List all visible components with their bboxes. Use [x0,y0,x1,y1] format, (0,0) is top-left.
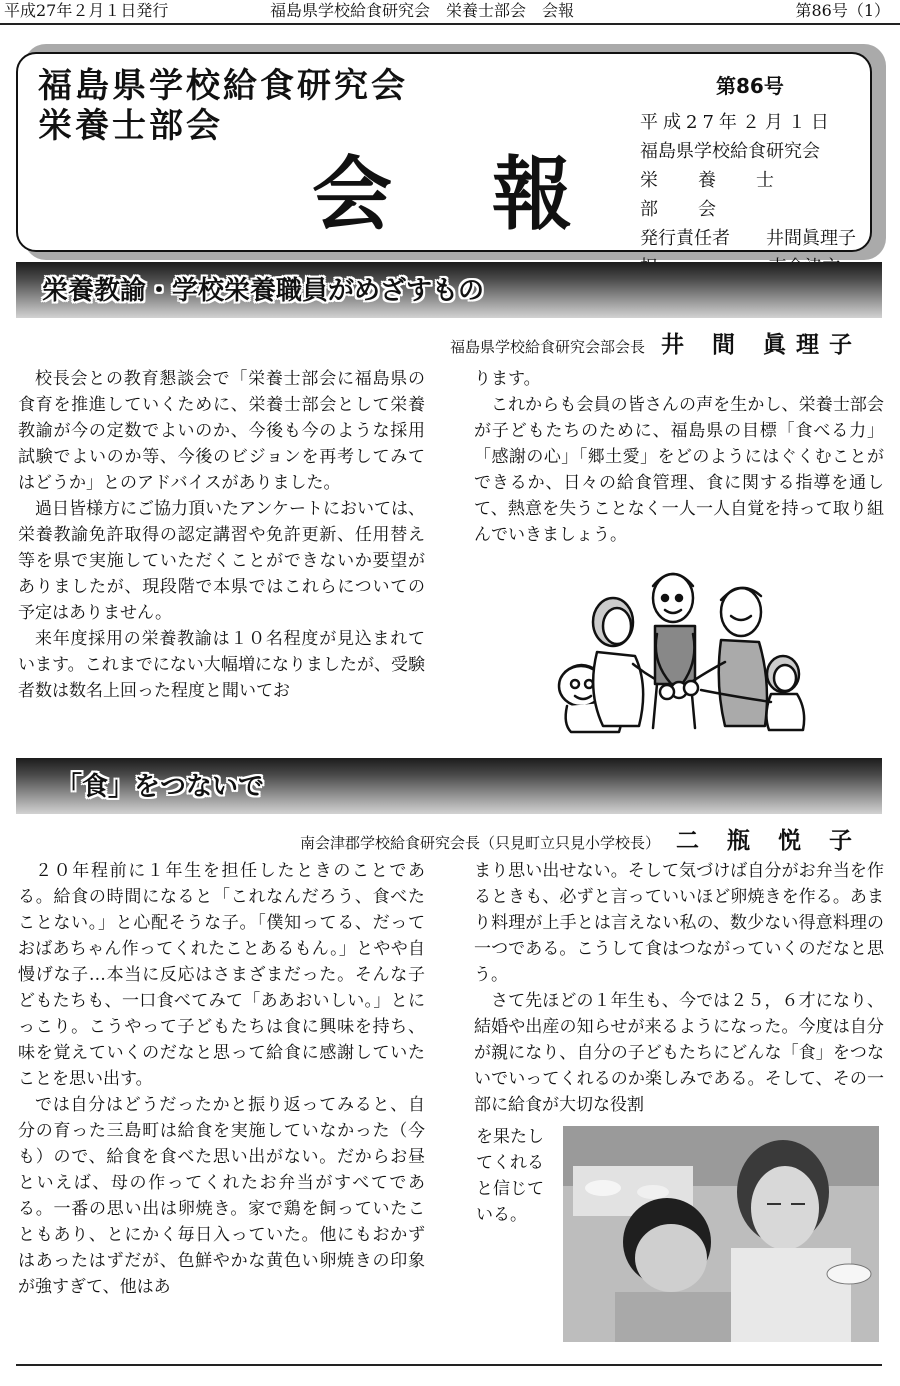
issue-number: 第86号 [716,74,784,98]
publication-header: 福島県学校給食研究会 栄養士部会 会報 [270,1,575,20]
footer-rule [16,1364,882,1366]
paragraph: ります。 [474,369,541,389]
photo-side-text: を果たし てくれる と信じて いる。 [476,1127,544,1225]
paragraph: ２０年程前に１年生を担任したときのことである。給食の時間になると「これなんだろう、食べたことない。」と心配そうな子。「僕知ってる、だっておばあちゃん作ってくれたことあるもん。」とやや自慢げな子…本当に反応はさまざまだった。そんな子どもたちも、一口食べてみて「ああおいしい。」とにっこり。こうやって子どもたちは食に興味を持ち、味を覚えていくのだなと思って給食に感謝していたことを思い出す。 [18,861,425,1089]
paragraph: まり思い出せない。そして気づけば自分がお弁当を作るときも、必ずと言っていいほど卵焼きを作る。あまり料理が上手とは言えない私の、数少ない得意料理の一つである。こうして食はつながっていくのだなと思う。 [474,861,884,985]
article1-byline [450,326,862,359]
article1-right-column [474,366,884,548]
article1-title-band [16,262,882,318]
running-header [0,0,900,24]
article2-byline [300,822,862,855]
paragraph: さて先ほどの１年生も、今では２５，６才になり、結婚や出産の知らせが来るようになった。今度は自分が親になり、自分の子どもたちにどんな「食」をつないでいってくれるのか楽しみである。そして、その一部に給食が大切な役割 [474,991,884,1115]
org-name-line2: 栄養士部会 [38,106,223,146]
author-role: 南会津郡学校給食研究会長（只見町立只見小学校長） [299,834,660,852]
school-lunch-photo [563,1126,879,1342]
article2-title: 「食」をつないで [56,772,265,802]
article2-right-column [474,858,884,1118]
author-name: 井 間 眞理子 [660,332,862,358]
paragraph: 来年度採用の栄養教諭は１０名程度が見込まれています。これまでにない大幅増になりましたが、受験者数は数名上回った程度と聞いてお [18,629,425,701]
header-rule [0,23,900,25]
paragraph: 過日皆様方にご協力頂いたアンケートにおいては、栄養教諭免許取得の認定講習や免許更新、任用替え等を県で実施していただくことができないか要望がありましたが、現段階で本県ではこれらについての予定はありません。 [18,499,425,623]
info-row: 栄養士部会 [640,170,814,220]
newsletter-title: 会報 [312,148,672,241]
info-row: 福島県学校給食研究会 [640,141,820,162]
article1-left-column [18,366,425,704]
org-name-line1: 福島県学校給食研究会 [38,66,408,106]
paragraph: 校長会との教育懇談会で「栄養士部会に福島県の食育を推進していくために、栄養士部会として栄養教諭が今の定数でよいのか、今後も今のような採用試験でよいのか等、今後のビジョンを再考してみてはどうか」とのアドバイスがありました。 [18,369,425,493]
paragraph: これからも会員の皆さんの声を生かし、栄養士部会が子どもたちのために、福島県の目標「食べる力」「感謝の心」「郷土愛」をどのようにはぐくむことができるか、日々の給食管理、食に関する指導を通して、熱意を失うことなく一人一人自覚を持って取り組んでいきましょう。 [474,395,884,545]
paragraph: では自分はどうだったかと振り返ってみると、自分の育った三島町は給食を実施していなかった（今も）ので、給食を食べた思い出がない。だからお昼といえば、母の作ってくれたお弁当がすべてである。一番の思い出は卵焼き。家で鶏を飼っていたこともあり、とにかく毎日入っていた。他にもおかずはあったはずだが、色鮮やかな黄色い卵焼きの印象が強すぎて、他はあ [18,1095,425,1297]
author-name: 二 瓶 悦 子 [675,828,862,854]
info-row: 平成27年２月１日 [640,112,834,133]
article2-left-column [18,858,425,1300]
info-row: 発行責任者 井間眞理子 [640,228,856,249]
author-role: 福島県学校給食研究会部会長 [449,338,645,356]
children-joining-hands-illustration [545,568,807,734]
article2-title-band [16,758,882,814]
issue-number-header: 第86号（1） [795,1,890,20]
article1-title: 栄養教諭・学校栄養職員がめざすもの [42,276,485,306]
issue-date-header: 平成27年２月１日発行 [4,1,169,20]
